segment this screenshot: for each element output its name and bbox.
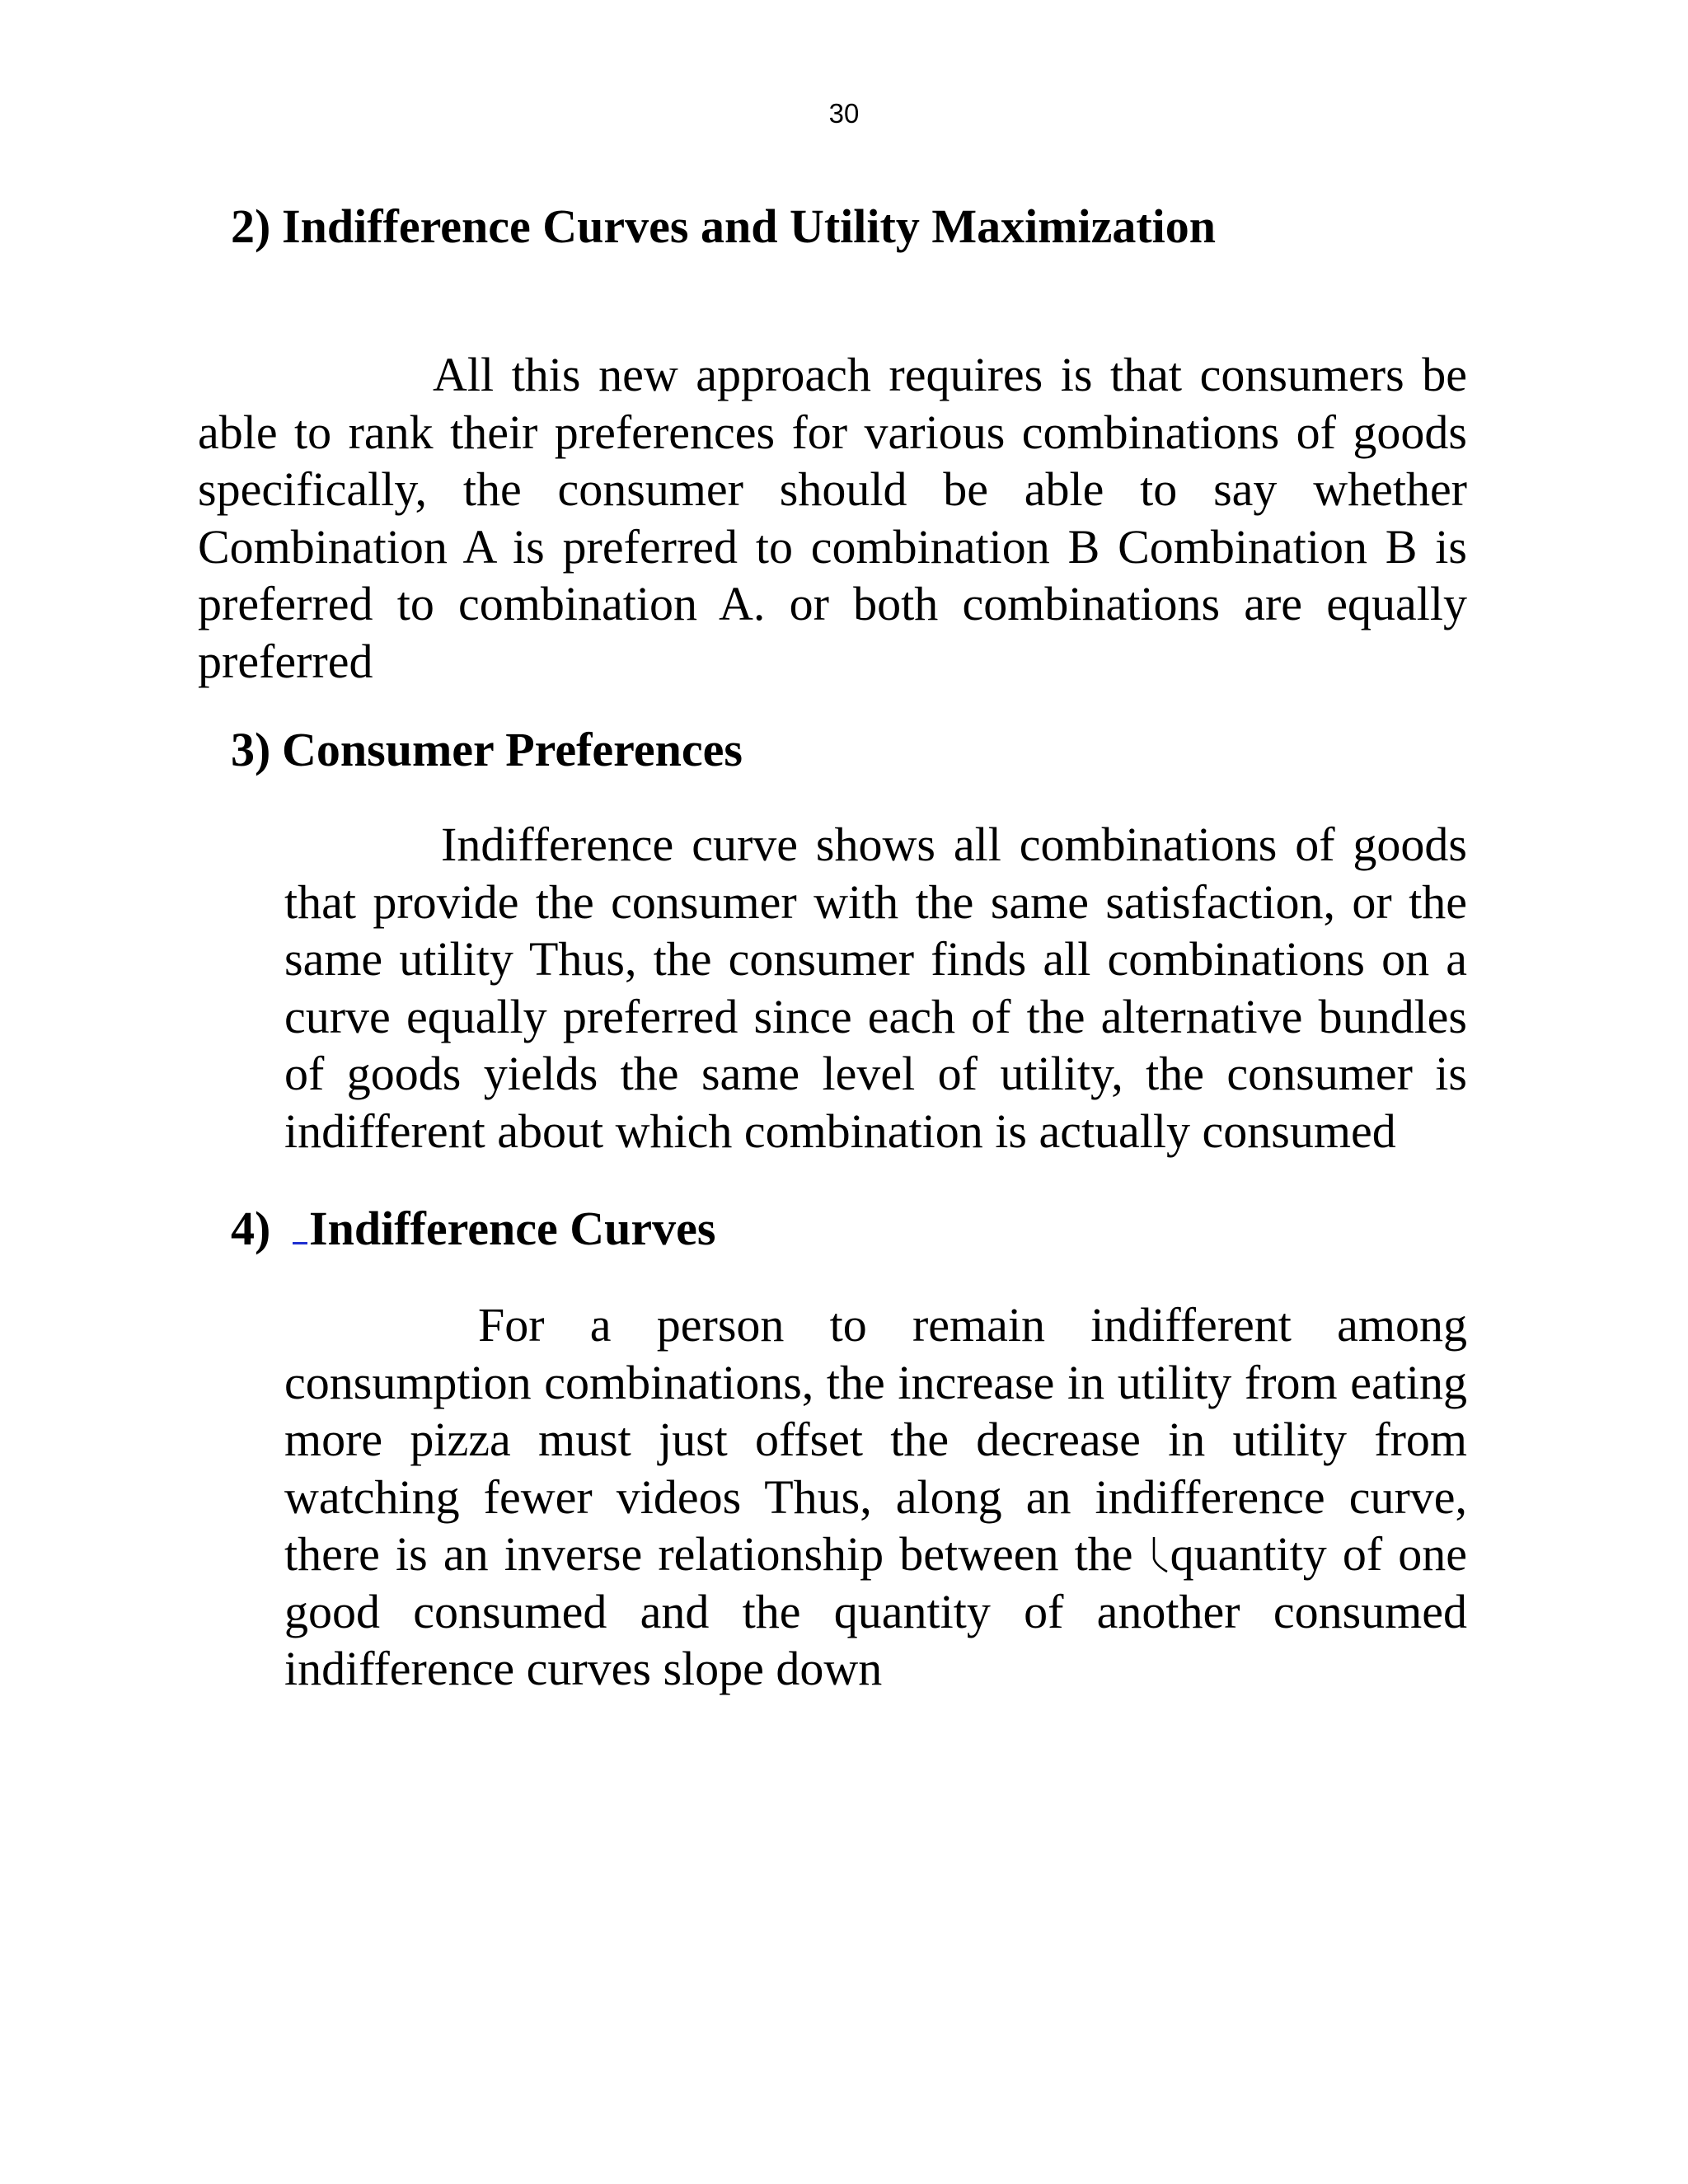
section-title: Consumer Preferences	[282, 723, 743, 776]
section-number: 2)	[231, 199, 271, 253]
section-body	[284, 816, 1467, 1160]
section-body-text: For a person to remain indifferent among consumption combinations, the increase in utility from eating more pizza must just offset the decrease in utility from watching fewer videos Thus, along an indifference curve, there is an inverse relationship between the	[284, 1298, 1467, 1581]
section-heading	[231, 721, 743, 779]
section-number: 4)	[231, 1202, 271, 1255]
section-number: 3)	[231, 723, 271, 776]
section-body-text: All this new approach requires is that consumers be able to rank their preferences for various combinations of goods specifically, the consumer should be able to say whether Combination A is preferred to combination B Combination B is preferred to combination A. or both combinations are equally preferred	[198, 348, 1467, 688]
section-body-text: Indifference curve shows all combinations of goods that provide the consumer with the same satisfaction, or the same utility Thus, the consumer finds all combinations on a curve equally preferred since each of the alternative bundles of goods yields the same level of utility, the consumer is indifferent about which combination is actually consumed	[284, 818, 1467, 1158]
section-body-text: quantity of one good consumed and the quantity of another consumed indifference curves slope down	[284, 1527, 1467, 1695]
section-heading	[231, 1199, 715, 1258]
stray-mark-icon	[1149, 1535, 1170, 1573]
section-body	[198, 346, 1467, 690]
section-title: Indifference Curves	[309, 1202, 716, 1255]
link-underline	[293, 1199, 307, 1244]
section-heading	[231, 198, 1216, 255]
page-number: 30	[828, 98, 860, 129]
section-title: Indifference Curves and Utility Maximization	[282, 199, 1217, 253]
section-body	[284, 1296, 1467, 1698]
